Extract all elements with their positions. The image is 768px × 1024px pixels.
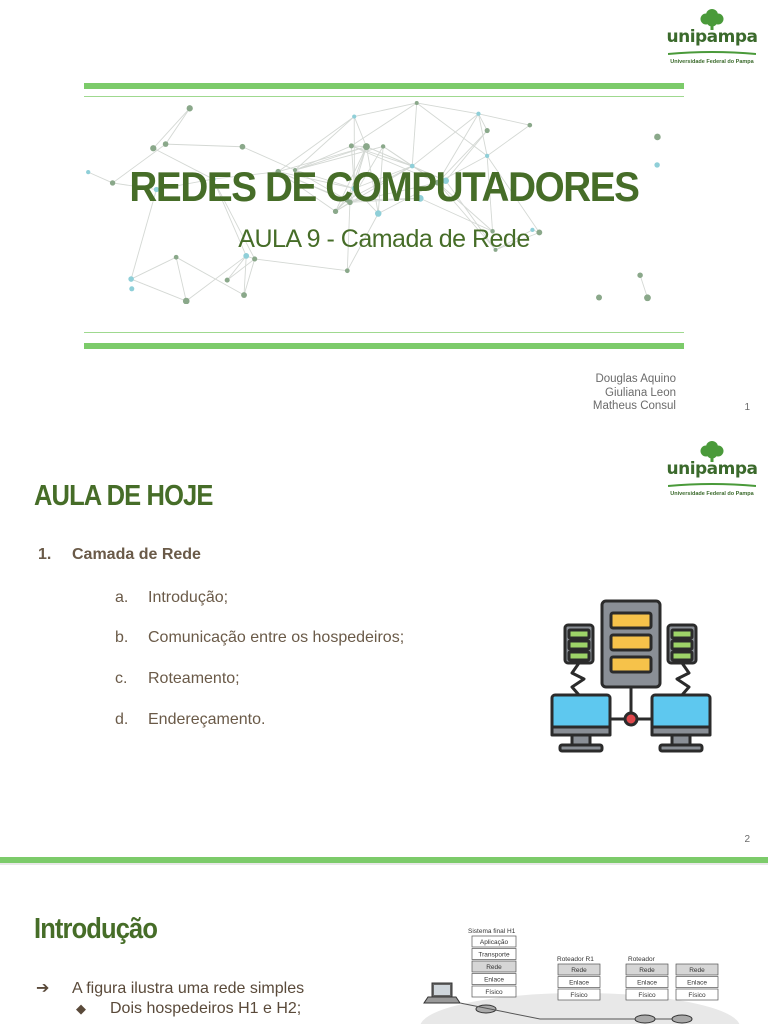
network-edge [131, 257, 176, 279]
diamond-icon: ◆ [76, 1001, 86, 1016]
logo-swoosh [668, 482, 756, 488]
slide-introduction [0, 865, 768, 1024]
laptop-icon [424, 983, 460, 1003]
logo-subtitle: Universidade Federal do Pampa [670, 59, 754, 65]
network-edge [153, 108, 189, 148]
network-edge [176, 257, 186, 301]
router-icon [672, 1015, 692, 1023]
router1-title: Roteador R1 [557, 956, 594, 963]
subitem [115, 589, 228, 607]
network-node [129, 286, 134, 291]
network-edge [478, 114, 529, 125]
author-name: Douglas Aquino [595, 373, 676, 385]
layer-label: Físico [688, 992, 706, 999]
subitem-text: Roteamento; [148, 670, 240, 687]
network-node [485, 154, 489, 158]
subitem [115, 711, 265, 729]
network-node [240, 144, 246, 150]
subitem-letter: a. [115, 589, 129, 606]
network-node [86, 170, 90, 174]
layer-label: Rede [486, 964, 502, 971]
layer-label: Enlace [484, 976, 504, 984]
layer-label: Rede [571, 967, 587, 974]
top-green-bar [84, 83, 684, 89]
subitem [115, 629, 404, 647]
network-node [187, 105, 193, 111]
network-layers-figure [420, 923, 740, 1024]
page-number: 1 [744, 402, 750, 413]
network-edge [640, 275, 647, 298]
network-node [363, 143, 370, 150]
server-network-icon [548, 597, 714, 759]
arrow-icon: ➔ [36, 980, 50, 997]
network-node [241, 292, 247, 298]
network-edge [412, 103, 416, 166]
layer-label: Físico [485, 989, 503, 996]
network-node [352, 114, 356, 118]
author-name: Giuliana Leon [605, 386, 676, 399]
network-edge [412, 114, 478, 166]
agenda-item [38, 546, 201, 564]
network-node [163, 141, 169, 147]
layer-label: Rede [639, 967, 655, 974]
bullet-item [36, 1000, 304, 1022]
network-edge [354, 117, 366, 147]
network-node [381, 144, 385, 148]
router1-stack [558, 964, 600, 1000]
network-edge [487, 125, 530, 156]
layer-label: Rede [689, 967, 705, 974]
slide-title [0, 0, 768, 432]
bottom-green-bar [84, 343, 684, 349]
subitem [115, 670, 240, 688]
layer-label: Enlace [687, 979, 707, 987]
logo-swoosh [668, 50, 756, 56]
network-node [375, 210, 381, 216]
subitem-letter: c. [115, 670, 128, 687]
network-node [174, 255, 179, 260]
subitem-letter: d. [115, 711, 129, 728]
item-label: Camada de Rede [72, 546, 201, 563]
network-node [225, 278, 230, 283]
network-edge [166, 108, 190, 144]
network-edge [354, 103, 417, 117]
router-icon [476, 1005, 496, 1013]
network-node [637, 273, 642, 278]
network-edge [351, 103, 416, 146]
bullet-text: A figura ilustra uma rede simples [72, 980, 305, 997]
layer-label: Físico [570, 992, 588, 999]
layer-label: Transporte [478, 951, 510, 959]
bullet-item [36, 978, 304, 1000]
network-node [128, 276, 134, 282]
network-edge [478, 114, 487, 156]
network-edge [176, 257, 244, 295]
network-edge [255, 259, 348, 271]
slide-heading: Introdução [34, 913, 158, 945]
network-node [654, 134, 661, 141]
router3-stack [676, 964, 718, 1000]
subitem-text: Endereçamento. [148, 711, 266, 728]
router-icon [635, 1015, 655, 1023]
page-number: 2 [744, 834, 750, 845]
author-name: Matheus Consul [592, 400, 676, 412]
logo-wordmark: unipampa [666, 27, 758, 47]
network-node [485, 128, 490, 133]
network-node [349, 143, 354, 148]
logo-wordmark: unipampa [666, 459, 758, 479]
network-edge [131, 279, 186, 301]
network-edge [186, 256, 246, 301]
network-node [415, 101, 419, 105]
subitem-text: Introdução; [148, 589, 229, 606]
presentation-title: REDES DE COMPUTADORES [129, 163, 639, 210]
unipampa-logo [656, 2, 768, 72]
network-edge [417, 103, 487, 156]
router2-title: Roteador [628, 956, 655, 963]
unipampa-logo [656, 434, 768, 504]
subitem-text: Comunicação entre os hospedeiros; [148, 629, 405, 646]
top-thin-line [84, 96, 684, 97]
network-node [644, 294, 651, 301]
layer-label: Enlace [569, 979, 589, 987]
item-number: 1. [38, 546, 52, 563]
layer-label: Aplicação [479, 939, 509, 946]
slide-agenda [0, 432, 768, 863]
network-node [345, 268, 350, 273]
network-node [476, 112, 480, 116]
network-node [252, 256, 257, 261]
network-node [596, 294, 602, 300]
bottom-green-bar [0, 857, 768, 863]
slide-heading: AULA DE HOJE [34, 480, 213, 512]
network-node [150, 145, 156, 151]
presentation-subtitle: AULA 9 - Camada de Rede [238, 225, 530, 253]
network-edge [166, 144, 243, 147]
network-node [527, 123, 532, 128]
network-edge [417, 103, 479, 114]
network-node [183, 298, 190, 304]
bullet-text: Dois hospedeiros H1 e H2; [110, 1000, 302, 1017]
host-title: Sistema final H1 [468, 928, 516, 935]
layer-label: Físico [638, 992, 656, 999]
router2-stack [626, 964, 668, 1000]
layer-label: Enlace [637, 979, 657, 987]
authors-list [593, 373, 676, 414]
subitem-letter: b. [115, 629, 129, 646]
bullet-list [36, 978, 304, 1022]
host-stack [472, 936, 516, 997]
logo-subtitle: Universidade Federal do Pampa [670, 491, 754, 497]
bottom-thin-line [84, 332, 684, 333]
